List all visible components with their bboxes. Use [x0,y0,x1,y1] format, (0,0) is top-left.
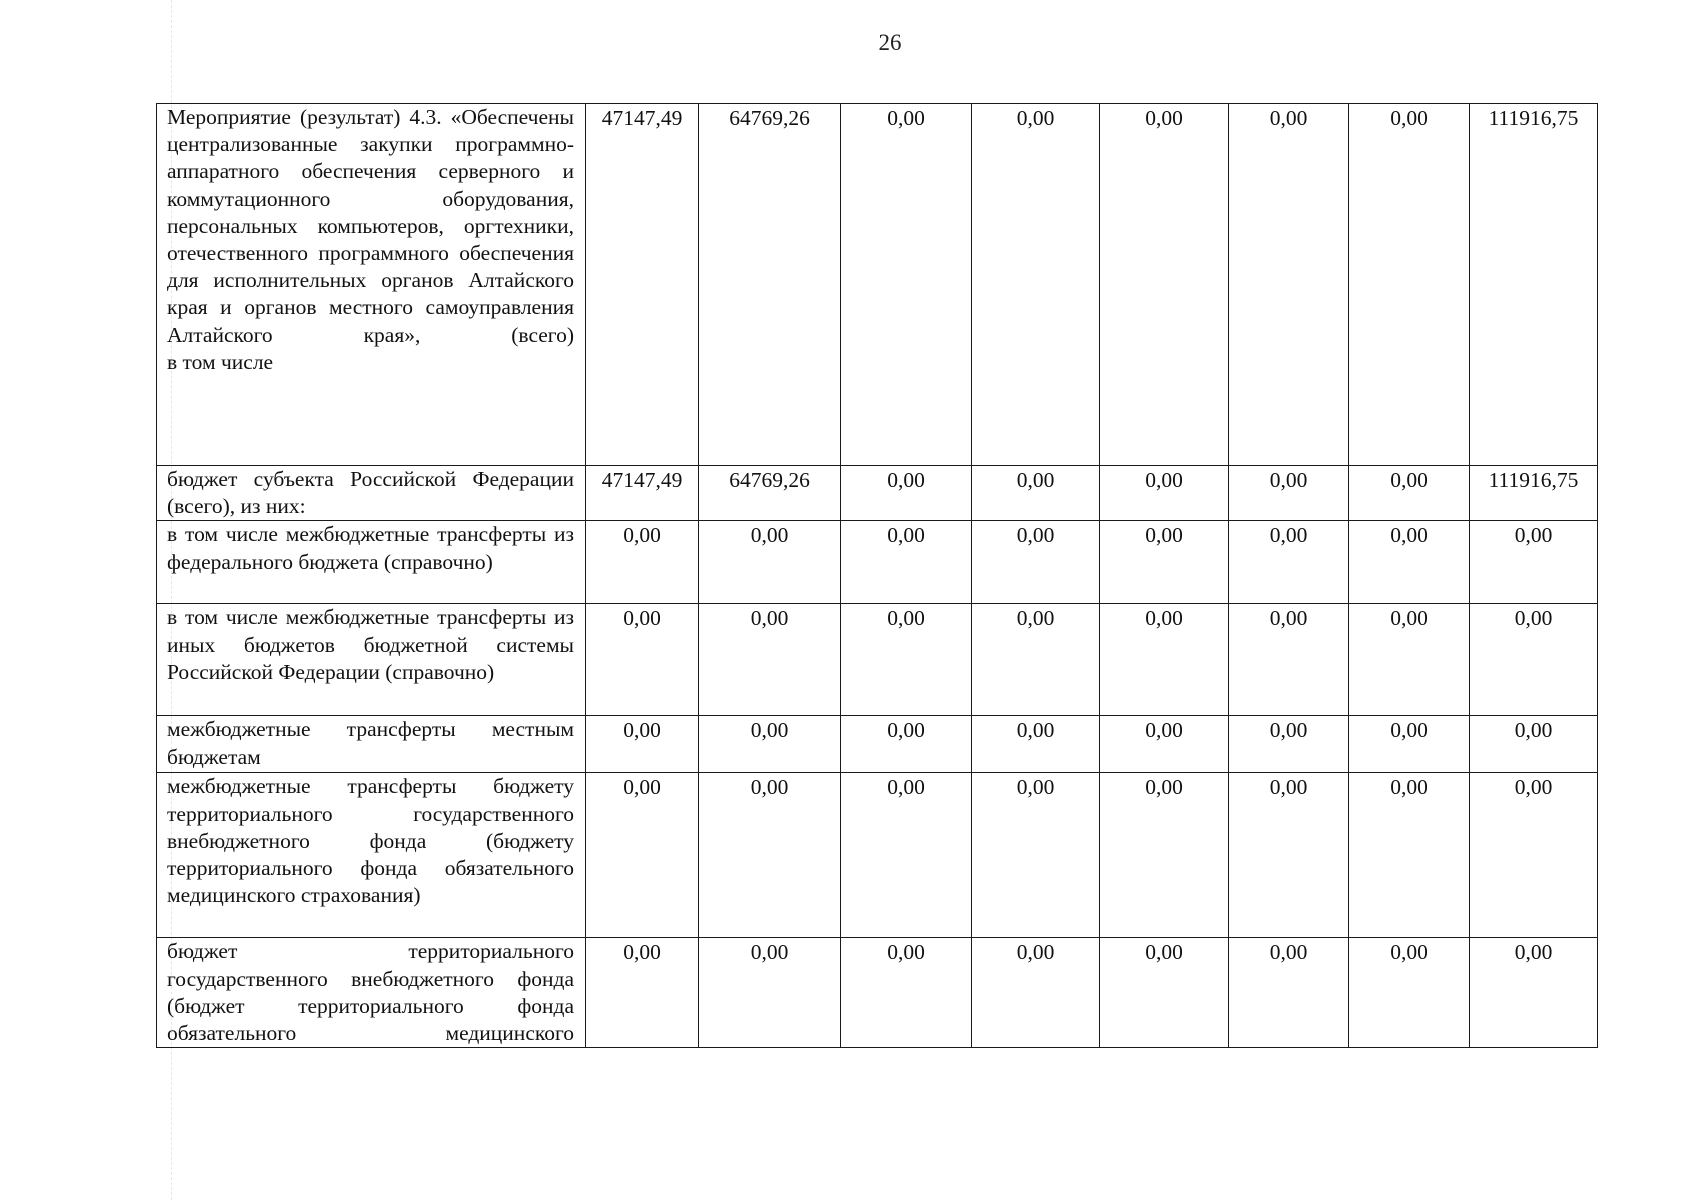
value-cell: 0,00 [972,938,1100,1048]
value-cell: 0,00 [1470,521,1598,604]
value-cell: 0,00 [1229,604,1349,716]
row-label: бюджет территориального государственного внебюджетного фонда (бюджет территориального фонда обязательного медицинского [167,939,574,1046]
value-cell: 64769,26 [699,466,841,521]
value-cell: 0,00 [1349,716,1470,773]
table-row [157,104,1598,466]
value-cell: 0,00 [1229,938,1349,1048]
value-cell: 111916,75 [1470,104,1598,466]
value-cell: 0,00 [1100,716,1229,773]
row-label-cell [157,466,586,521]
budget-table [156,103,1598,1048]
value-cell: 111916,75 [1470,466,1598,521]
value-cell: 0,00 [586,773,699,938]
row-label: Мероприятие (результат) 4.3. «Обеспечены централизованные закупки программно-аппаратного обеспечения серверного и коммутационного оборудования, персональных компьютеров, оргтехники, отечественного программного обеспечения для исполнительных органов Алтайского края и органов местного самоуправления Алтайского края», (всего) [167,105,574,347]
value-cell: 0,00 [699,604,841,716]
row-label-cell [157,521,586,604]
page-number: 26 [878,30,902,55]
value-cell: 0,00 [1470,716,1598,773]
value-cell: 0,00 [1229,521,1349,604]
value-cell: 47147,49 [586,104,699,466]
value-cell: 0,00 [1229,773,1349,938]
value-cell: 0,00 [1470,604,1598,716]
row-label-cell [157,604,586,716]
value-cell: 0,00 [1349,466,1470,521]
value-cell: 0,00 [1100,104,1229,466]
value-cell: 0,00 [1349,604,1470,716]
value-cell: 0,00 [586,716,699,773]
table-row [157,604,1598,716]
value-cell: 0,00 [841,716,972,773]
value-cell: 0,00 [972,716,1100,773]
value-cell: 0,00 [1229,716,1349,773]
value-cell: 0,00 [1349,773,1470,938]
value-cell: 0,00 [699,773,841,938]
table-row [157,466,1598,521]
value-cell: 0,00 [841,466,972,521]
value-cell: 0,00 [841,773,972,938]
row-label-cell [157,938,586,1048]
value-cell: 0,00 [1100,466,1229,521]
value-cell: 0,00 [841,938,972,1048]
value-cell: 0,00 [699,938,841,1048]
table-row [157,938,1598,1048]
value-cell: 0,00 [1100,604,1229,716]
value-cell: 0,00 [1349,938,1470,1048]
row-label-tail: в том числе [167,349,274,374]
value-cell: 0,00 [1470,938,1598,1048]
value-cell: 47147,49 [586,466,699,521]
value-cell: 0,00 [1349,104,1470,466]
value-cell: 0,00 [841,104,972,466]
row-label: межбюджетные трансферты бюджету территориального государственного внебюджетного фонда (бюджету территориального фонда обязательного медицинского страхования) [167,774,574,908]
value-cell: 0,00 [1100,938,1229,1048]
value-cell: 64769,26 [699,104,841,466]
value-cell: 0,00 [972,773,1100,938]
value-cell: 0,00 [972,521,1100,604]
value-cell: 0,00 [972,466,1100,521]
value-cell: 0,00 [586,938,699,1048]
value-cell: 0,00 [841,521,972,604]
table-row [157,521,1598,604]
row-label-cell [157,716,586,773]
value-cell: 0,00 [841,604,972,716]
row-label: межбюджетные трансферты местным бюджетам [167,717,574,769]
value-cell: 0,00 [1470,773,1598,938]
value-cell: 0,00 [1229,104,1349,466]
value-cell: 0,00 [1100,773,1229,938]
row-label-cell [157,773,586,938]
row-label: бюджет субъекта Российской Федерации (всего), из них: [167,467,574,519]
table-row [157,716,1598,773]
value-cell: 0,00 [586,604,699,716]
row-label: в том числе межбюджетные трансферты из федерального бюджета (справочно) [167,522,574,574]
value-cell: 0,00 [699,716,841,773]
table-row [157,773,1598,938]
value-cell: 0,00 [1100,521,1229,604]
value-cell: 0,00 [972,104,1100,466]
value-cell: 0,00 [972,604,1100,716]
value-cell: 0,00 [699,521,841,604]
row-label-cell [157,104,586,466]
value-cell: 0,00 [1349,521,1470,604]
value-cell: 0,00 [586,521,699,604]
row-label: в том числе межбюджетные трансферты из иных бюджетов бюджетной системы Российской Федерации (справочно) [167,605,574,684]
value-cell: 0,00 [1229,466,1349,521]
